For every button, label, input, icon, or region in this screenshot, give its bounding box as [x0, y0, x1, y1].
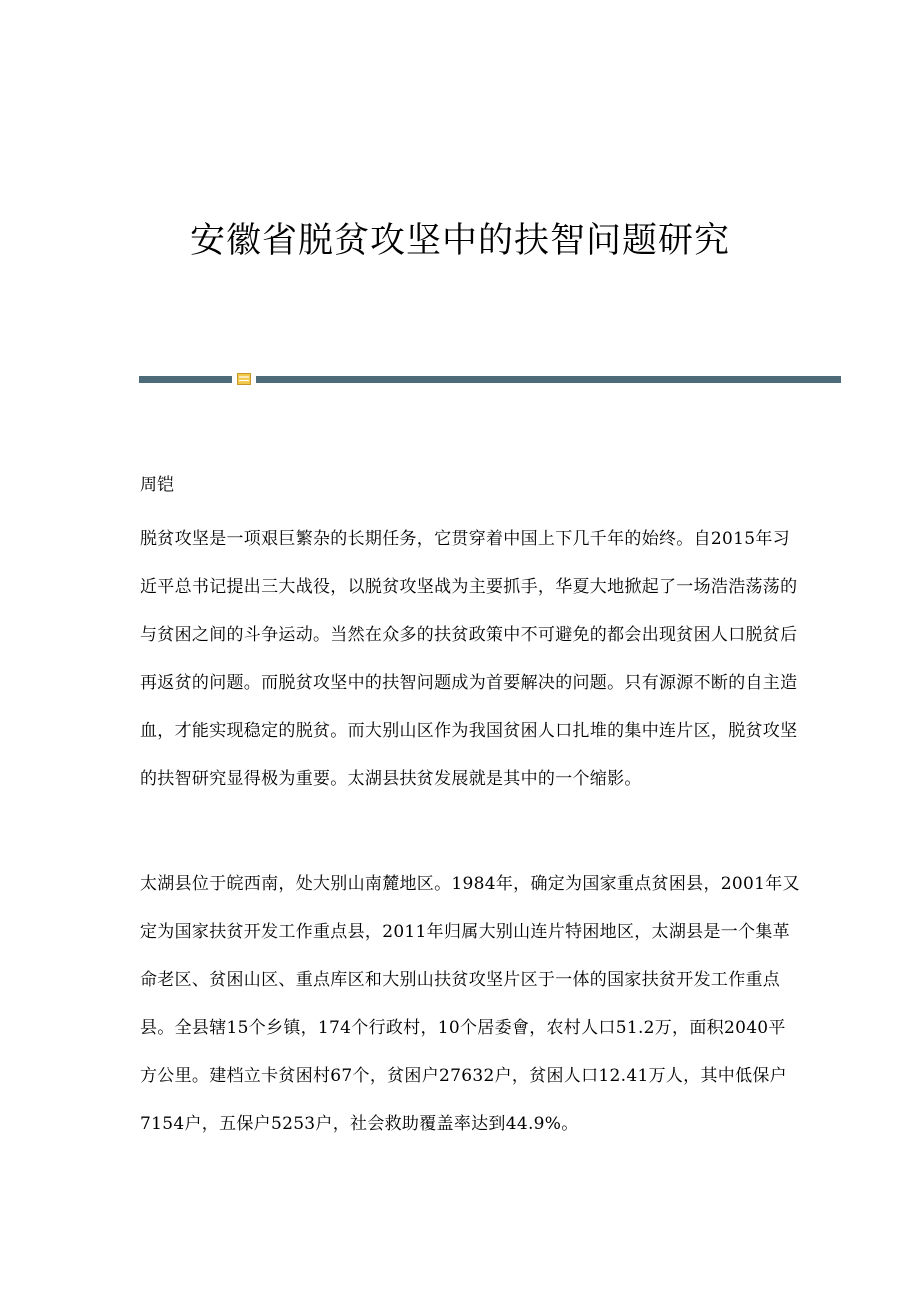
- document-mark-icon: [237, 373, 251, 385]
- author-name: 周铠: [140, 475, 174, 495]
- title-divider: [139, 372, 841, 386]
- body-paragraph-2: 太湖县位于皖西南，处大别山南麓地区。1984年，确定为国家重点贫困县，2001年又定为国家扶贫开发工作重点县，2011年归属大别山连片特困地区，太湖县是一个集革命老区、贫困山区、重点库区和大别山扶贫攻坚片区于一体的国家扶贫开发工作重点县。全县辖15个乡镇，174个行政村，10个居委會，农村人口51.2万，面积2040平方公里。建档立卡贫困村67个，贫困户27632户，贫困人口12.41万人，其中低保户7154户，五保户5253户，社会救助覆盖率达到44.9%。: [140, 874, 800, 1134]
- divider-bar-left: [139, 376, 232, 383]
- body-paragraph-1: 脱贫攻坚是一项艰巨繁杂的长期任务，它贯穿着中国上下几千年的始终。自2015年习近平总书记提出三大战役，以脱贫攻坚战为主要抓手，华夏大地掀起了一场浩浩荡荡的与贫困之间的斗争运动。当然在众多的扶贫政策中不可避免的都会出现贫困人口脱贫后再返贫的问题。而脱贫攻坚中的扶智问题成为首要解决的问题。只有源源不断的自主造血，才能实现稳定的脱贫。而大别山区作为我国贫困人口扎堆的集中连片区，脱贫攻坚的扶智研究显得极为重要。太湖县扶贫发展就是其中的一个缩影。: [140, 529, 798, 789]
- document-title: 安徽省脱贫攻坚中的扶智问题研究: [189, 221, 730, 261]
- divider-bar-right: [256, 376, 841, 383]
